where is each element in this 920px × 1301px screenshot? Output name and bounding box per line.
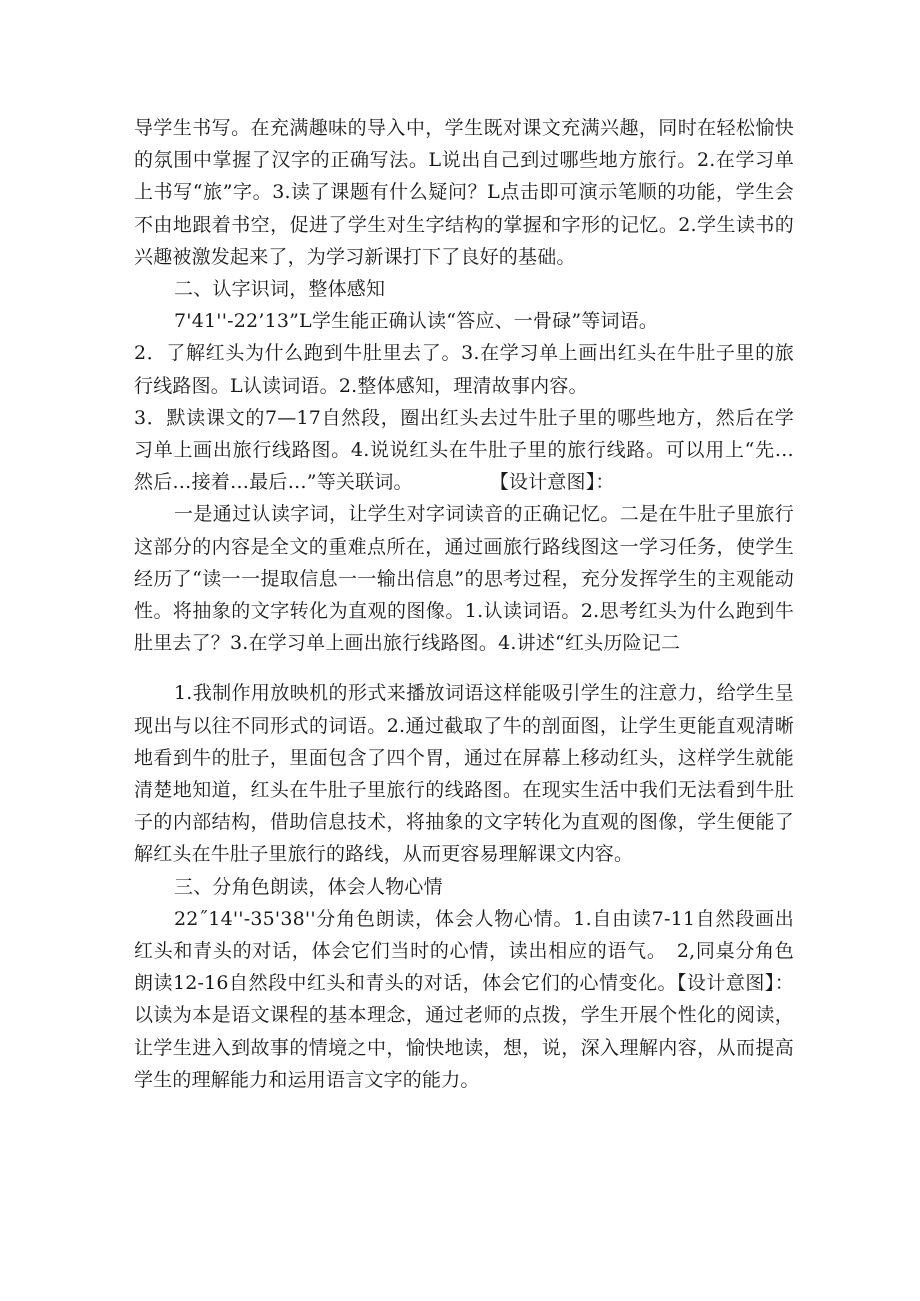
paragraph-intro-summary: 导学生书写。在充满趣味的导入中，学生既对课文充满兴趣，同时在轻松愉快的氛围中掌握了汉字的正确写法。L说出自己到过哪些地方旅行。2.在学习单上书写“旅”字。3.读了课题有什么疑问？L点击即可演示笔顺的功能，学生会不由地跟着书空，促进了学生对生字结构的掌握和字形的记忆。2.学生读书的兴趣被激发起来了，为学习新课打下了良好的基础。: [134, 117, 794, 268]
section-heading-2: 二、认字识词，整体感知: [174, 278, 386, 301]
paragraph-timestamp-goal-1: 7'41''-22’13”L学生能正确认读“答应、一骨碌”等词语。: [174, 310, 659, 333]
paragraph-goal-3: 3．默读课文的7—17自然段，圈出红头去过牛肚子里的哪些地方，然后在学习单上画出旅行线路图。4.说说红头在牛肚子里的旅行线路。可以用上“先…然后…接着…最后…”等关联词。 【设计意图】：: [134, 406, 794, 494]
paragraph-role-reading: 22˝14''-35'38''分角色朗读，体会人物心情。1.自由读7-11自然段画出红头和青头的对话，体会它们当时的心情，读出相应的语气。 2,同桌分角色朗读12-16自然段中红头和青头的对话，体会它们的心情变化。【设计意图】：以读为本是语文课程的基本理念，通过老师的点拨，学生开展个性化的阅读，让学生进入到故事的情境之中，愉快地读，想，说，深入理解内容，从而提高学生的理解能力和运用语言文字的能力。: [134, 907, 794, 1091]
paragraph-goal-2: 2．了解红头为什么跑到牛肚里去了。3.在学习单上画出红头在牛肚子里的旅行线路图。L认读词语。2.整体感知，理清故事内容。: [134, 342, 794, 397]
paragraph-design-intent-1: 一是通过认读字词，让学生对字词读音的正确记忆。二是在牛肚子里旅行这部分的内容是全文的重难点所在，通过画旅行路线图这一学习任务，使学生经历了“读一一提取信息一一输出信息”的思考过程，充分发挥学生的主观能动性。将抽象的文字转化为直观的图像。1.认读词语。2.思考红头为什么跑到牛肚里去了？3.在学习单上画出旅行线路图。4.讲述“红头历险记二: [134, 503, 794, 655]
paragraph-technology-use: 1.我制作用放映机的形式来播放词语这样能吸引学生的注意力，给学生呈现出与以往不同形式的词语。2.通过截取了牛的剖面图，让学生更能直观清晰地看到牛的肚子，里面包含了四个胃，通过在屏幕上移动红头，这样学生就能清楚地知道，红头在牛肚子里旅行的线路图。在现实生活中我们无法看到牛肚子的内部结构，借助信息技术，将抽象的文字转化为直观的图像，学生便能了解红头在牛肚子里旅行的路线，从而更容易理解课文内容。: [134, 682, 794, 866]
section-heading-3: 三、分角色朗读，体会人物心情: [174, 875, 443, 898]
document-body: [134, 112, 794, 1096]
